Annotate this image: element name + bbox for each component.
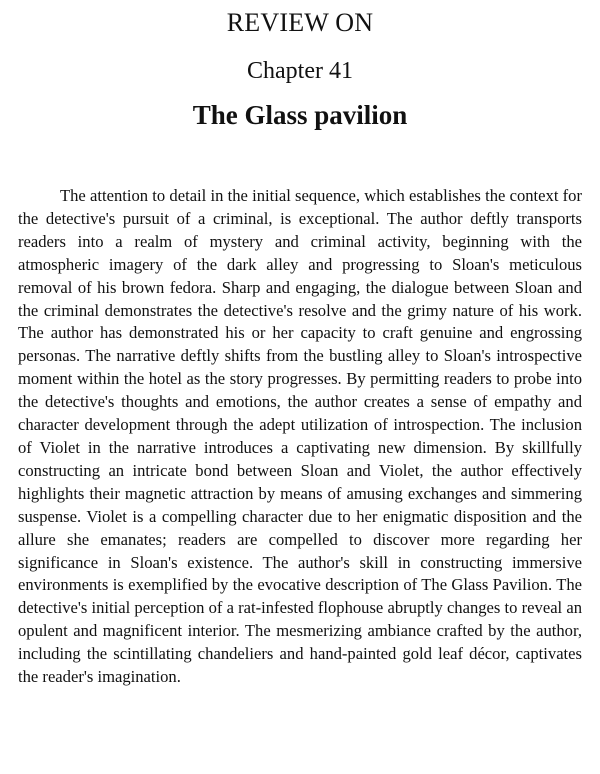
review-paragraph: The attention to detail in the initial sequence, which establishes the context for the detective's pursuit of a criminal, is exceptional. The author deftly transports readers into a realm of mystery and criminal activity, beginning with the atmospheric imagery of the dark alley and progressing to Sloan's meticulous removal of his brown fedora. Sharp and engaging, the dialogue between Sloan and the criminal demonstrates the detective's resolve and the grimy nature of his work. The author has demonstrated his or her capacity to craft genuine and engrossing personas. The narrative deftly shifts from the bustling alley to Sloan's introspective moment within the hotel as the story progresses. By permitting readers to probe into the detective's thoughts and emotions, the author creates a sense of empathy and character development through the adept utilization of introspection. The inclusion of Violet in the narrative introduces a captivating new dimension. By skillfully constructing an intricate bond between Sloan and Violet, the author effectively highlights their magnetic attraction by means of amusing exchanges and simmering suspense. Violet is a compelling character due to her enigmatic disposition and the allure she emanates; readers are compelled to discover more regarding her significance in Sloan's existence. The author's skill in constructing immersive environments is exemplified by the evocative description of The Glass Pavilion. The detective's initial perception of a rat-infested flophouse abruptly changes to reveal an opulent and magnificent interior. The mesmerizing ambiance crafted by the author, including the scintillating chandeliers and hand-painted gold leaf décor, captivates the reader's imagination.	[18, 186, 582, 687]
chapter-number: Chapter 41	[247, 58, 353, 84]
chapter-title: The Glass pavilion	[192, 100, 408, 130]
review-heading: REVIEW ON	[226, 8, 374, 37]
